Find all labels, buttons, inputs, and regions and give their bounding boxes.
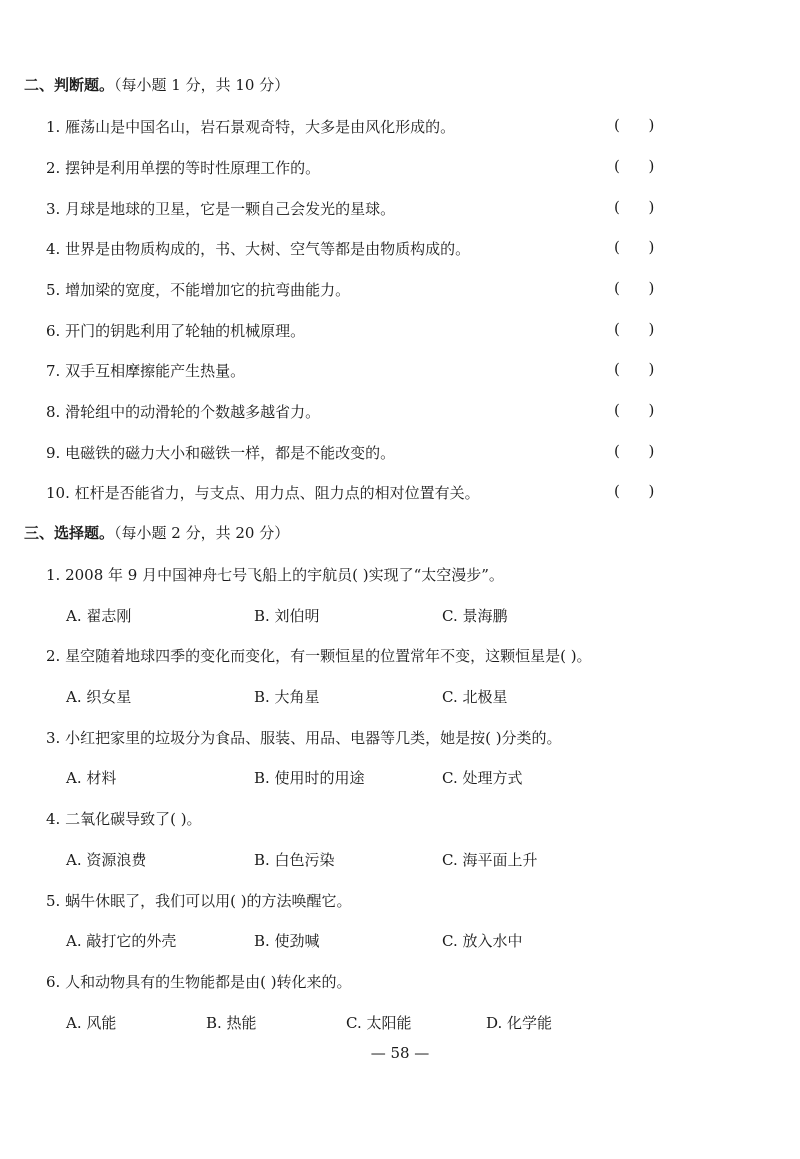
option-a[interactable]: A. 敲打它的外壳 bbox=[66, 932, 177, 950]
section-2-note: （每小题 1 分，共 10 分） bbox=[114, 76, 290, 94]
judge-question-7: 7. 双手互相摩擦能产生热量。 bbox=[46, 362, 246, 380]
judge-question-8: 8. 滑轮组中的动滑轮的个数越多越省力。 bbox=[46, 403, 321, 421]
option-b[interactable]: B. 白色污染 bbox=[254, 851, 335, 869]
section-3-note: （每小题 2 分，共 20 分） bbox=[114, 524, 290, 542]
choice-question-2: 2. 星空随着地球四季的变化而变化，有一颗恒星的位置常年不变，这颗恒星是( )。 bbox=[46, 647, 592, 665]
option-a[interactable]: A. 风能 bbox=[66, 1014, 117, 1032]
option-c[interactable]: C. 放入水中 bbox=[442, 932, 523, 950]
option-b[interactable]: B. 使用时的用途 bbox=[254, 769, 365, 787]
choice-options-6 bbox=[66, 1012, 726, 1034]
choice-options-3 bbox=[66, 767, 726, 789]
section-3-header bbox=[24, 522, 289, 543]
section-2-header bbox=[24, 74, 289, 95]
answer-blank-3[interactable]: ( ) bbox=[614, 198, 655, 216]
option-b[interactable]: B. 热能 bbox=[206, 1014, 257, 1032]
judge-question-6: 6. 开门的钥匙利用了轮轴的机械原理。 bbox=[46, 322, 306, 340]
section-3-title: 三、选择题。 bbox=[24, 524, 115, 542]
option-c[interactable]: C. 处理方式 bbox=[442, 769, 523, 787]
answer-blank-5[interactable]: ( ) bbox=[614, 279, 655, 297]
choice-question-5: 5. 蜗牛休眠了，我们可以用( )的方法唤醒它。 bbox=[46, 892, 352, 910]
choice-options-1 bbox=[66, 605, 726, 627]
choice-options-5 bbox=[66, 930, 726, 952]
answer-blank-10[interactable]: ( ) bbox=[614, 482, 655, 500]
judge-question-10: 10. 杠杆是否能省力，与支点、用力点、阻力点的相对位置有关。 bbox=[46, 484, 480, 502]
answer-blank-1[interactable]: ( ) bbox=[614, 116, 655, 134]
choice-question-3: 3. 小红把家里的垃圾分为食品、服装、用品、电器等几类，她是按( )分类的。 bbox=[46, 729, 562, 747]
judge-question-9: 9. 电磁铁的磁力大小和磁铁一样，都是不能改变的。 bbox=[46, 444, 396, 462]
choice-question-4: 4. 二氧化碳导致了( )。 bbox=[46, 810, 202, 828]
answer-blank-2[interactable]: ( ) bbox=[614, 157, 655, 175]
option-b[interactable]: B. 刘伯明 bbox=[254, 607, 320, 625]
choice-question-1: 1. 2008 年 9 月中国神舟七号飞船上的宇航员( )实现了“太空漫步”。 bbox=[46, 566, 504, 584]
option-b[interactable]: B. 使劲喊 bbox=[254, 932, 320, 950]
option-c[interactable]: C. 北极星 bbox=[442, 688, 508, 706]
option-d[interactable]: D. 化学能 bbox=[486, 1014, 553, 1032]
option-b[interactable]: B. 大角星 bbox=[254, 688, 320, 706]
answer-blank-4[interactable]: ( ) bbox=[614, 238, 655, 256]
option-a[interactable]: A. 翟志刚 bbox=[66, 607, 132, 625]
section-2-title: 二、判断题。 bbox=[24, 76, 115, 94]
option-c[interactable]: C. 景海鹏 bbox=[442, 607, 508, 625]
option-a[interactable]: A. 织女星 bbox=[66, 688, 132, 706]
answer-blank-6[interactable]: ( ) bbox=[614, 320, 655, 338]
choice-options-4 bbox=[66, 849, 726, 871]
answer-blank-8[interactable]: ( ) bbox=[614, 401, 655, 419]
choice-question-6: 6. 人和动物具有的生物能都是由( )转化来的。 bbox=[46, 973, 352, 991]
option-a[interactable]: A. 材料 bbox=[66, 769, 117, 787]
choice-options-2 bbox=[66, 686, 726, 708]
judge-question-4: 4. 世界是由物质构成的，书、大树、空气等都是由物质构成的。 bbox=[46, 240, 471, 258]
judge-question-2: 2. 摆钟是利用单摆的等时性原理工作的。 bbox=[46, 159, 321, 177]
page-number: — 58 — bbox=[370, 1044, 430, 1062]
judge-question-1: 1. 雁荡山是中国名山，岩石景观奇特，大多是由风化形成的。 bbox=[46, 118, 456, 136]
option-a[interactable]: A. 资源浪费 bbox=[66, 851, 147, 869]
option-c[interactable]: C. 太阳能 bbox=[346, 1014, 412, 1032]
answer-blank-7[interactable]: ( ) bbox=[614, 360, 655, 378]
judge-question-3: 3. 月球是地球的卫星，它是一颗自己会发光的星球。 bbox=[46, 200, 396, 218]
judge-question-5: 5. 增加梁的宽度，不能增加它的抗弯曲能力。 bbox=[46, 281, 351, 299]
answer-blank-9[interactable]: ( ) bbox=[614, 442, 655, 460]
option-c[interactable]: C. 海平面上升 bbox=[442, 851, 538, 869]
